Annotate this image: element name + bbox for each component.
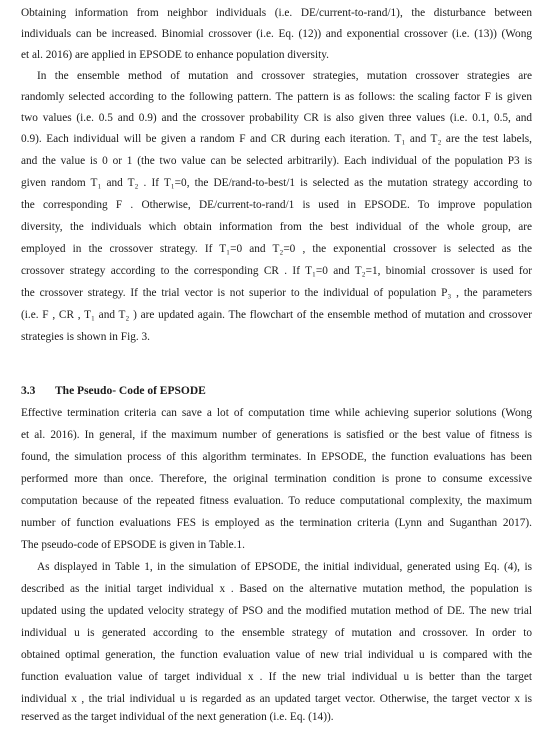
paragraph-line: described as the initial target individual x . Based on the alternative mutation method, the population is: [21, 583, 532, 595]
paragraph-line: (i.e. F , CR , T₁ and T₂ ) are updated again. The flowchart of the ensemble method of mutation and crossover: [21, 309, 532, 321]
paragraph-line: the corresponding F . Otherwise, DE/current-to-rand/1 is used in EPSODE. To improve population: [21, 199, 532, 211]
paragraph-line: number of function evaluations FES is employed as the termination criteria (Lynn and Suganthan 2017).: [21, 517, 532, 529]
paragraph-line: updated using the updated velocity strategy of PSO and the modified mutation method of DE. The new trial: [21, 605, 532, 617]
paragraph-line: Effective termination criteria can save a lot of computation time while achieving superior solutions (Wong: [21, 407, 532, 419]
paragraph-line: randomly selected according to the following pattern. The pattern is as follows: the scaling factor F is given: [21, 91, 532, 103]
paragraph-line: The pseudo-code of EPSODE is given in Table.1.: [21, 539, 245, 551]
section-heading: [21, 384, 206, 398]
paragraph-line: the crossover strategy. If the trial vector is not superior to the individual of population P₃ , the parameters: [21, 287, 532, 299]
paragraph-line: obtained optimal generation, the function evaluation value of new trial individual u is compared with the: [21, 649, 532, 661]
paragraph-line: et al. 2016). In general, if the maximum number of generations is satisfied or the best value of fitness is: [21, 429, 532, 441]
paragraph-line: employed in the crossover strategy. If T₁=0 and T₂=0 , the exponential crossover is selected as the: [21, 243, 532, 255]
paragraph-line: individuals can be increased. Binomial crossover (i.e. Eq. (12)) and exponential crossover (i.e. (13)) (Wong: [21, 28, 532, 40]
paragraph-line: Obtaining information from neighbor individuals (i.e. DE/current-to-rand/1), the disturbance between: [21, 7, 532, 19]
paragraph-line: found, the simulation process of this algorithm terminates. In EPSODE, the function evaluations has been: [21, 451, 532, 463]
paragraph-line: and the value is 0 or 1 (the two value can be selected arbitrarily). Each individual of the population P3 is: [21, 155, 532, 167]
paragraph-line: strategies is shown in Fig. 3.: [21, 331, 150, 343]
paragraph-line: function evaluation value of target individual x . If the new trial individual u is better than the target: [21, 671, 532, 683]
paragraph-line: As displayed in Table 1, in the simulation of EPSODE, the initial individual, generated using Eq. (4), is: [37, 561, 532, 573]
paragraph-line: two values (i.e. 0.5 and 0.9) and the crossover probability CR is also given three values (i.e. 0.1, 0.5, and: [21, 112, 532, 124]
paragraph-line: crossover strategy according to the corresponding CR . If T₁=0 and T₂=1, binomial crossover is used for: [21, 265, 532, 277]
paragraph-line: computation because of the repeated fitness evaluation. To reduce computational complexity, the maximum: [21, 495, 532, 507]
section-number: 3.3: [21, 385, 36, 397]
paragraph-line: given random T₁ and T₂ . If T₁=0, the DE/rand-to-best/1 is selected as the mutation strategy according to: [21, 177, 532, 189]
paragraph-line: performed more than once. Therefore, the original termination condition is prone to consume excessive: [21, 473, 532, 485]
paragraph-line: 0.9). Each individual will be given a random F and CR during each iteration. T₁ and T₂ are the test labels,: [21, 133, 532, 145]
paragraph-line: diversity, the individuals which obtain information from the best individual of the whole group, are: [21, 221, 532, 233]
paragraph-line: reserved as the target individual of the next generation (i.e. Eq. (14)).: [21, 711, 334, 723]
paragraph-line: et al. 2016) are applied in EPSODE to enhance population diversity.: [21, 49, 329, 61]
paragraph-line: In the ensemble method of mutation and crossover strategies, mutation crossover strategies are: [37, 70, 532, 82]
paragraph-line: individual x , the trial individual u is regarded as an updated target vector. Otherwise, the target vector x is: [21, 693, 532, 705]
paragraph-line: individual u is generated according to the ensemble strategy of mutation and crossover. In order to: [21, 627, 532, 639]
section-title: The Pseudo- Code of EPSODE: [55, 385, 206, 397]
